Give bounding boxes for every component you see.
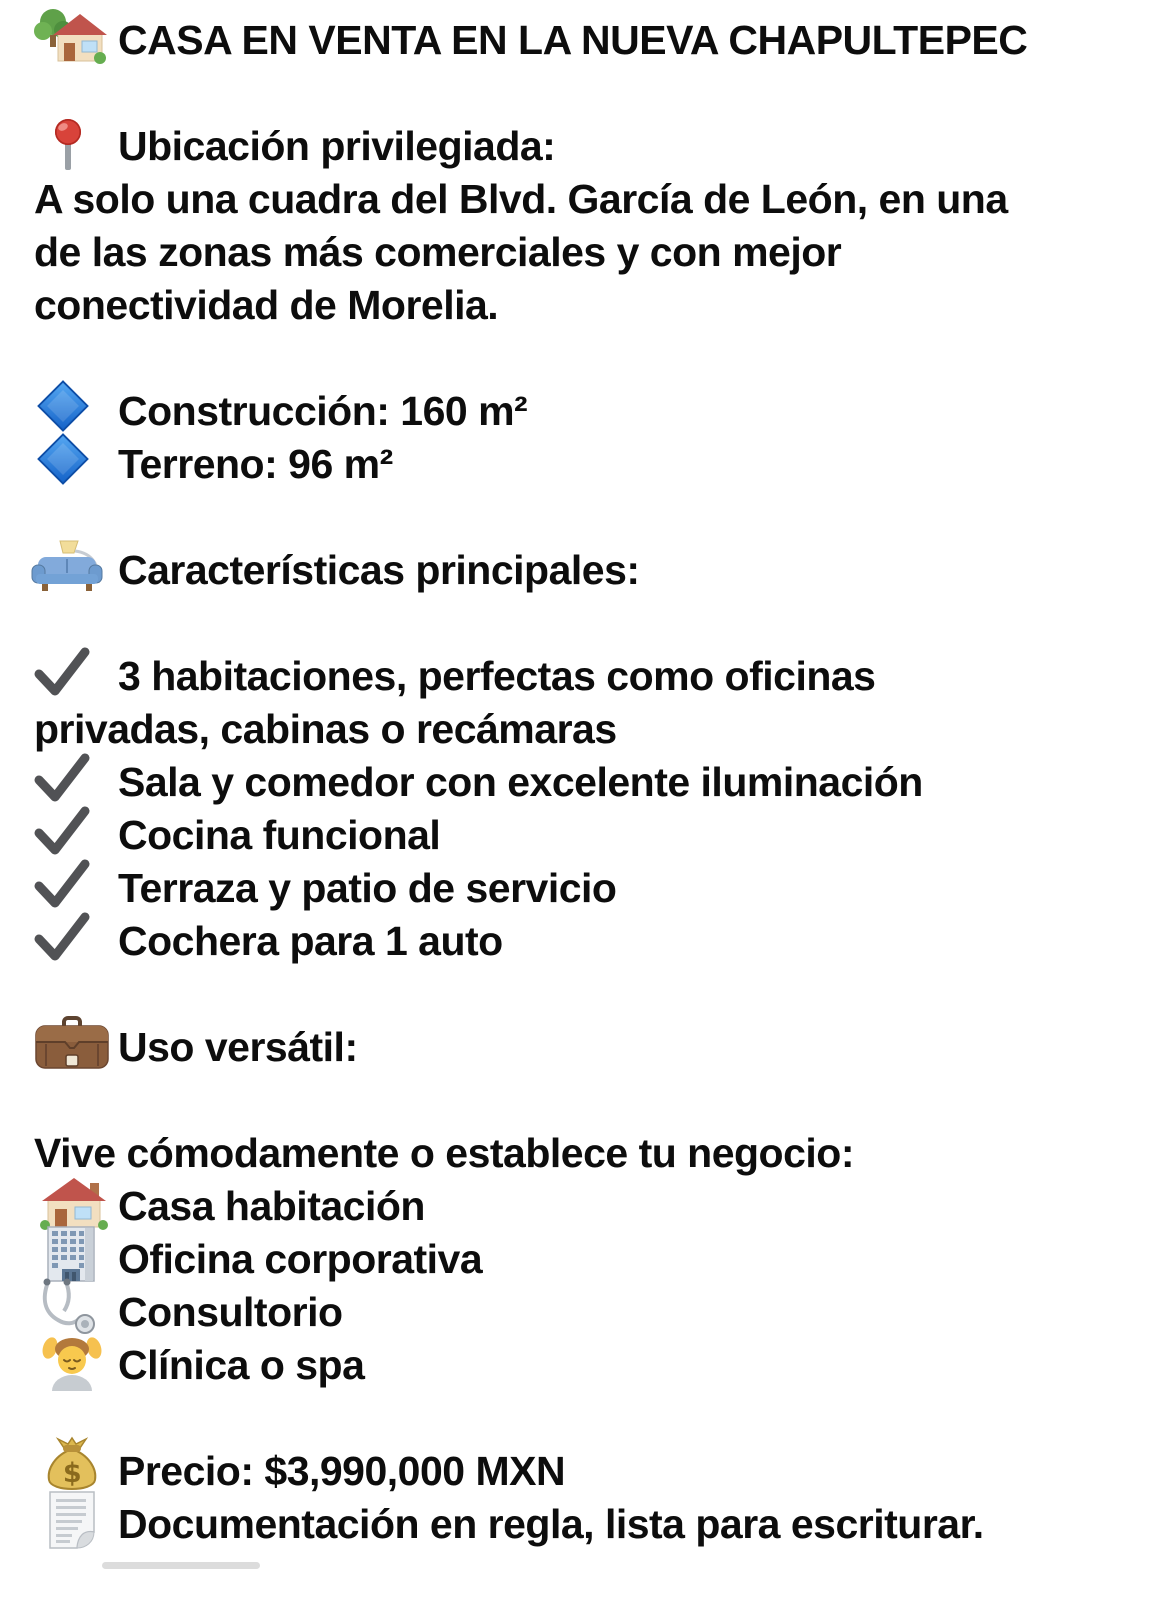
office-building-icon: [34, 1272, 118, 1273]
feature-item-text: Cochera para 1 auto: [118, 918, 503, 964]
feature-item: [34, 862, 1154, 915]
listing-title-text: CASA EN VENTA EN LA NUEVA CHAPULTEPEC: [118, 17, 1028, 63]
feature-item: [34, 809, 1154, 862]
use-option-text: Oficina corporativa: [118, 1236, 483, 1282]
listing-title: [34, 14, 1154, 67]
feature-item: [34, 756, 1154, 809]
couch-and-lamp-icon: [34, 583, 118, 584]
blue-diamond-icon: [34, 424, 118, 425]
versatile-use-heading-text: Uso versátil:: [118, 1024, 358, 1070]
house-with-garden-icon: [34, 53, 118, 54]
use-option-office: [34, 1233, 1154, 1286]
spec-construction-text: Construcción: 160 m²: [118, 388, 528, 434]
use-option-text: Clínica o spa: [118, 1342, 365, 1388]
spec-land: [34, 438, 1154, 491]
use-option-spa: [34, 1339, 1154, 1392]
features-heading-text: Características principales:: [118, 547, 640, 593]
location-heading: [34, 120, 1154, 173]
feature-item: [34, 915, 1154, 968]
briefcase-icon: [34, 1060, 118, 1061]
location-body-line: conectividad de Morelia.: [34, 282, 499, 328]
use-option-text: Casa habitación: [118, 1183, 425, 1229]
feature-item: [34, 650, 1154, 703]
use-option-text: Consultorio: [118, 1289, 343, 1335]
price-text: Precio: $3,990,000 MXN: [118, 1448, 566, 1494]
use-option-clinic-office: [34, 1286, 1154, 1339]
location-body-line: de las zonas más comerciales y con mejor: [34, 229, 842, 275]
documentation-line: [34, 1498, 1154, 1551]
location-body-line: A solo una cuadra del Blvd. García de León, en una: [34, 176, 1008, 222]
check-mark-icon: [34, 901, 118, 902]
feature-item-text: Cocina funcional: [118, 812, 441, 858]
check-mark-icon: [34, 848, 118, 849]
spec-land-text: Terreno: 96 m²: [118, 441, 393, 487]
feature-item-wrap: privadas, cabinas o recámaras: [34, 706, 617, 752]
feature-item-text: 3 habitaciones, perfectas como oficinas: [118, 653, 876, 699]
feature-item-text: Terraza y patio de servicio: [118, 865, 617, 911]
use-option-house: [34, 1180, 1154, 1233]
spec-construction: [34, 385, 1154, 438]
feature-item-text: Sala y comedor con excelente iluminación: [118, 759, 923, 805]
page-with-curl-icon: [34, 1537, 118, 1538]
versatile-use-heading: [34, 1021, 1154, 1074]
location-heading-text: Ubicación privilegiada:: [118, 123, 556, 169]
cropped-element-artifact: [102, 1562, 260, 1569]
money-bag-icon: [34, 1458, 118, 1489]
svg-text:$: $: [62, 1458, 82, 1489]
stethoscope-icon: [34, 1325, 118, 1326]
price-line: [34, 1445, 1154, 1498]
features-heading: [34, 544, 1154, 597]
check-mark-icon: [34, 795, 118, 796]
check-mark-icon: [34, 954, 118, 955]
house-icon: [34, 1219, 118, 1220]
round-pushpin-icon: [34, 159, 118, 160]
documentation-text: Documentación en regla, lista para escriturar.: [118, 1501, 984, 1547]
person-getting-massage-icon: [34, 1378, 118, 1379]
versatile-use-intro: Vive cómodamente o establece tu negocio:: [34, 1130, 854, 1176]
blue-diamond-icon: [34, 477, 118, 478]
check-mark-icon: [34, 689, 118, 690]
